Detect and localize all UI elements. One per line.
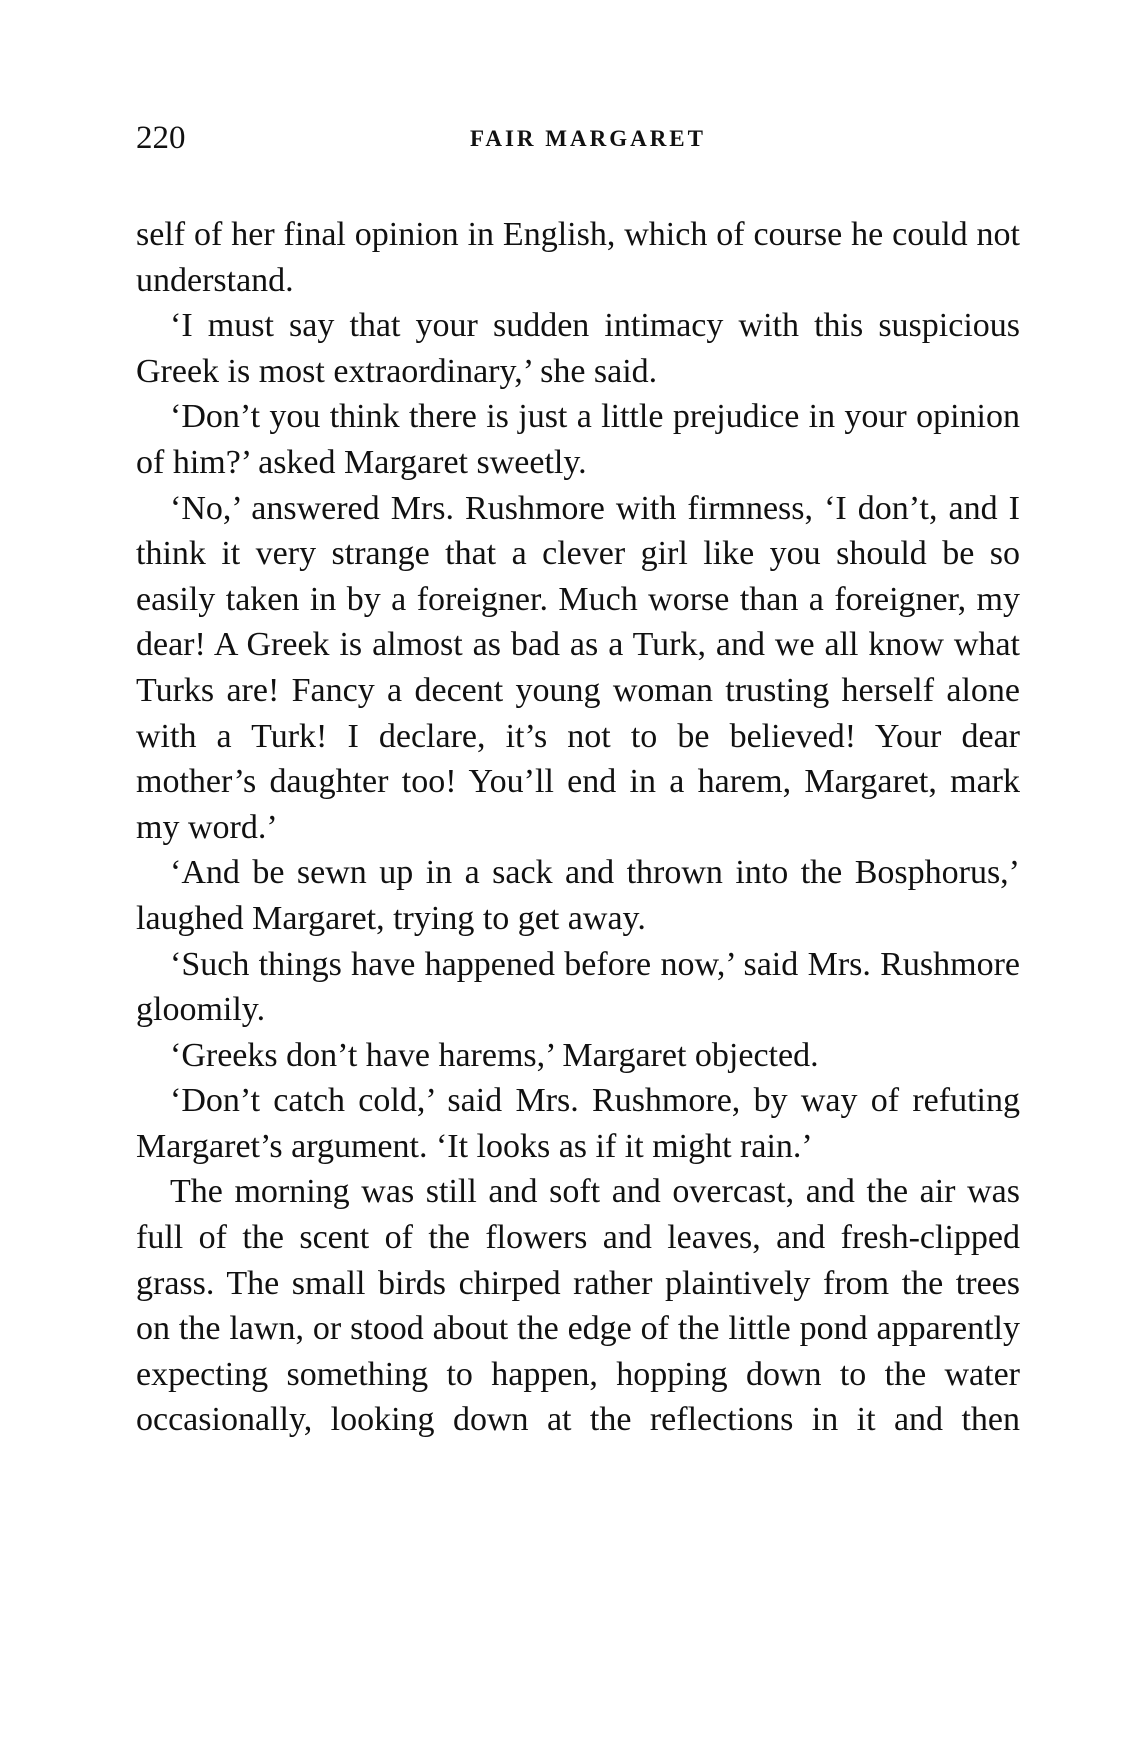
paragraph: ‘Don’t catch cold,’ said Mrs. Rushmore, by way of refuting Margaret’s argument. ‘It looks as if it might rain.’	[136, 1082, 1020, 1165]
text-body	[136, 212, 1020, 1443]
running-head	[136, 118, 1020, 178]
page-number: 220	[136, 120, 186, 156]
running-title: FAIR MARGARET	[470, 126, 706, 151]
paragraph: ‘Don’t you think there is just a little prejudice in your opinion of him?’ asked Margaret sweetly.	[136, 398, 1020, 481]
paragraph: ‘Greeks don’t have harems,’ Margaret objected.	[170, 1036, 819, 1074]
paragraph: The morning was still and soft and overcast, and the air was full of the scent of the flowers and leaves, and fresh-clipped grass. The small birds chirped rather plaintively from the trees on the lawn, or stood about the edge of the little pond apparently expecting something to happen, hopping down to the water occasionally, looking down at the reflections in it and then	[136, 1173, 1020, 1439]
paragraph: ‘Such things have happened before now,’ said Mrs. Rushmore gloomily.	[136, 945, 1020, 1029]
paragraph: ‘I must say that your sudden intimacy with this suspicious Greek is most extraordinary,’ she said.	[136, 307, 1020, 390]
paragraph: ‘No,’ answered Mrs. Rushmore with firmness, ‘I don’t, and I think it very strange that a clever girl like you should be so easily taken in by a foreigner. Much worse than a foreigner, my dear! A Greek is almost as bad as a Turk, and we all know what Turks are! Fancy a decent young woman trusting herself alone with a Turk! I declare, it’s not to be believed! Your dear mother’s daughter too! You’ll end in a harem, Margaret, mark my word.’	[136, 489, 1020, 846]
paragraph: ‘And be sewn up in a sack and thrown into the Bosphorus,’ laughed Margaret, trying to get away.	[136, 854, 1020, 937]
paragraph: self of her final opinion in English, which of course he could not understand.	[136, 216, 1020, 299]
book-page	[136, 118, 1020, 1443]
